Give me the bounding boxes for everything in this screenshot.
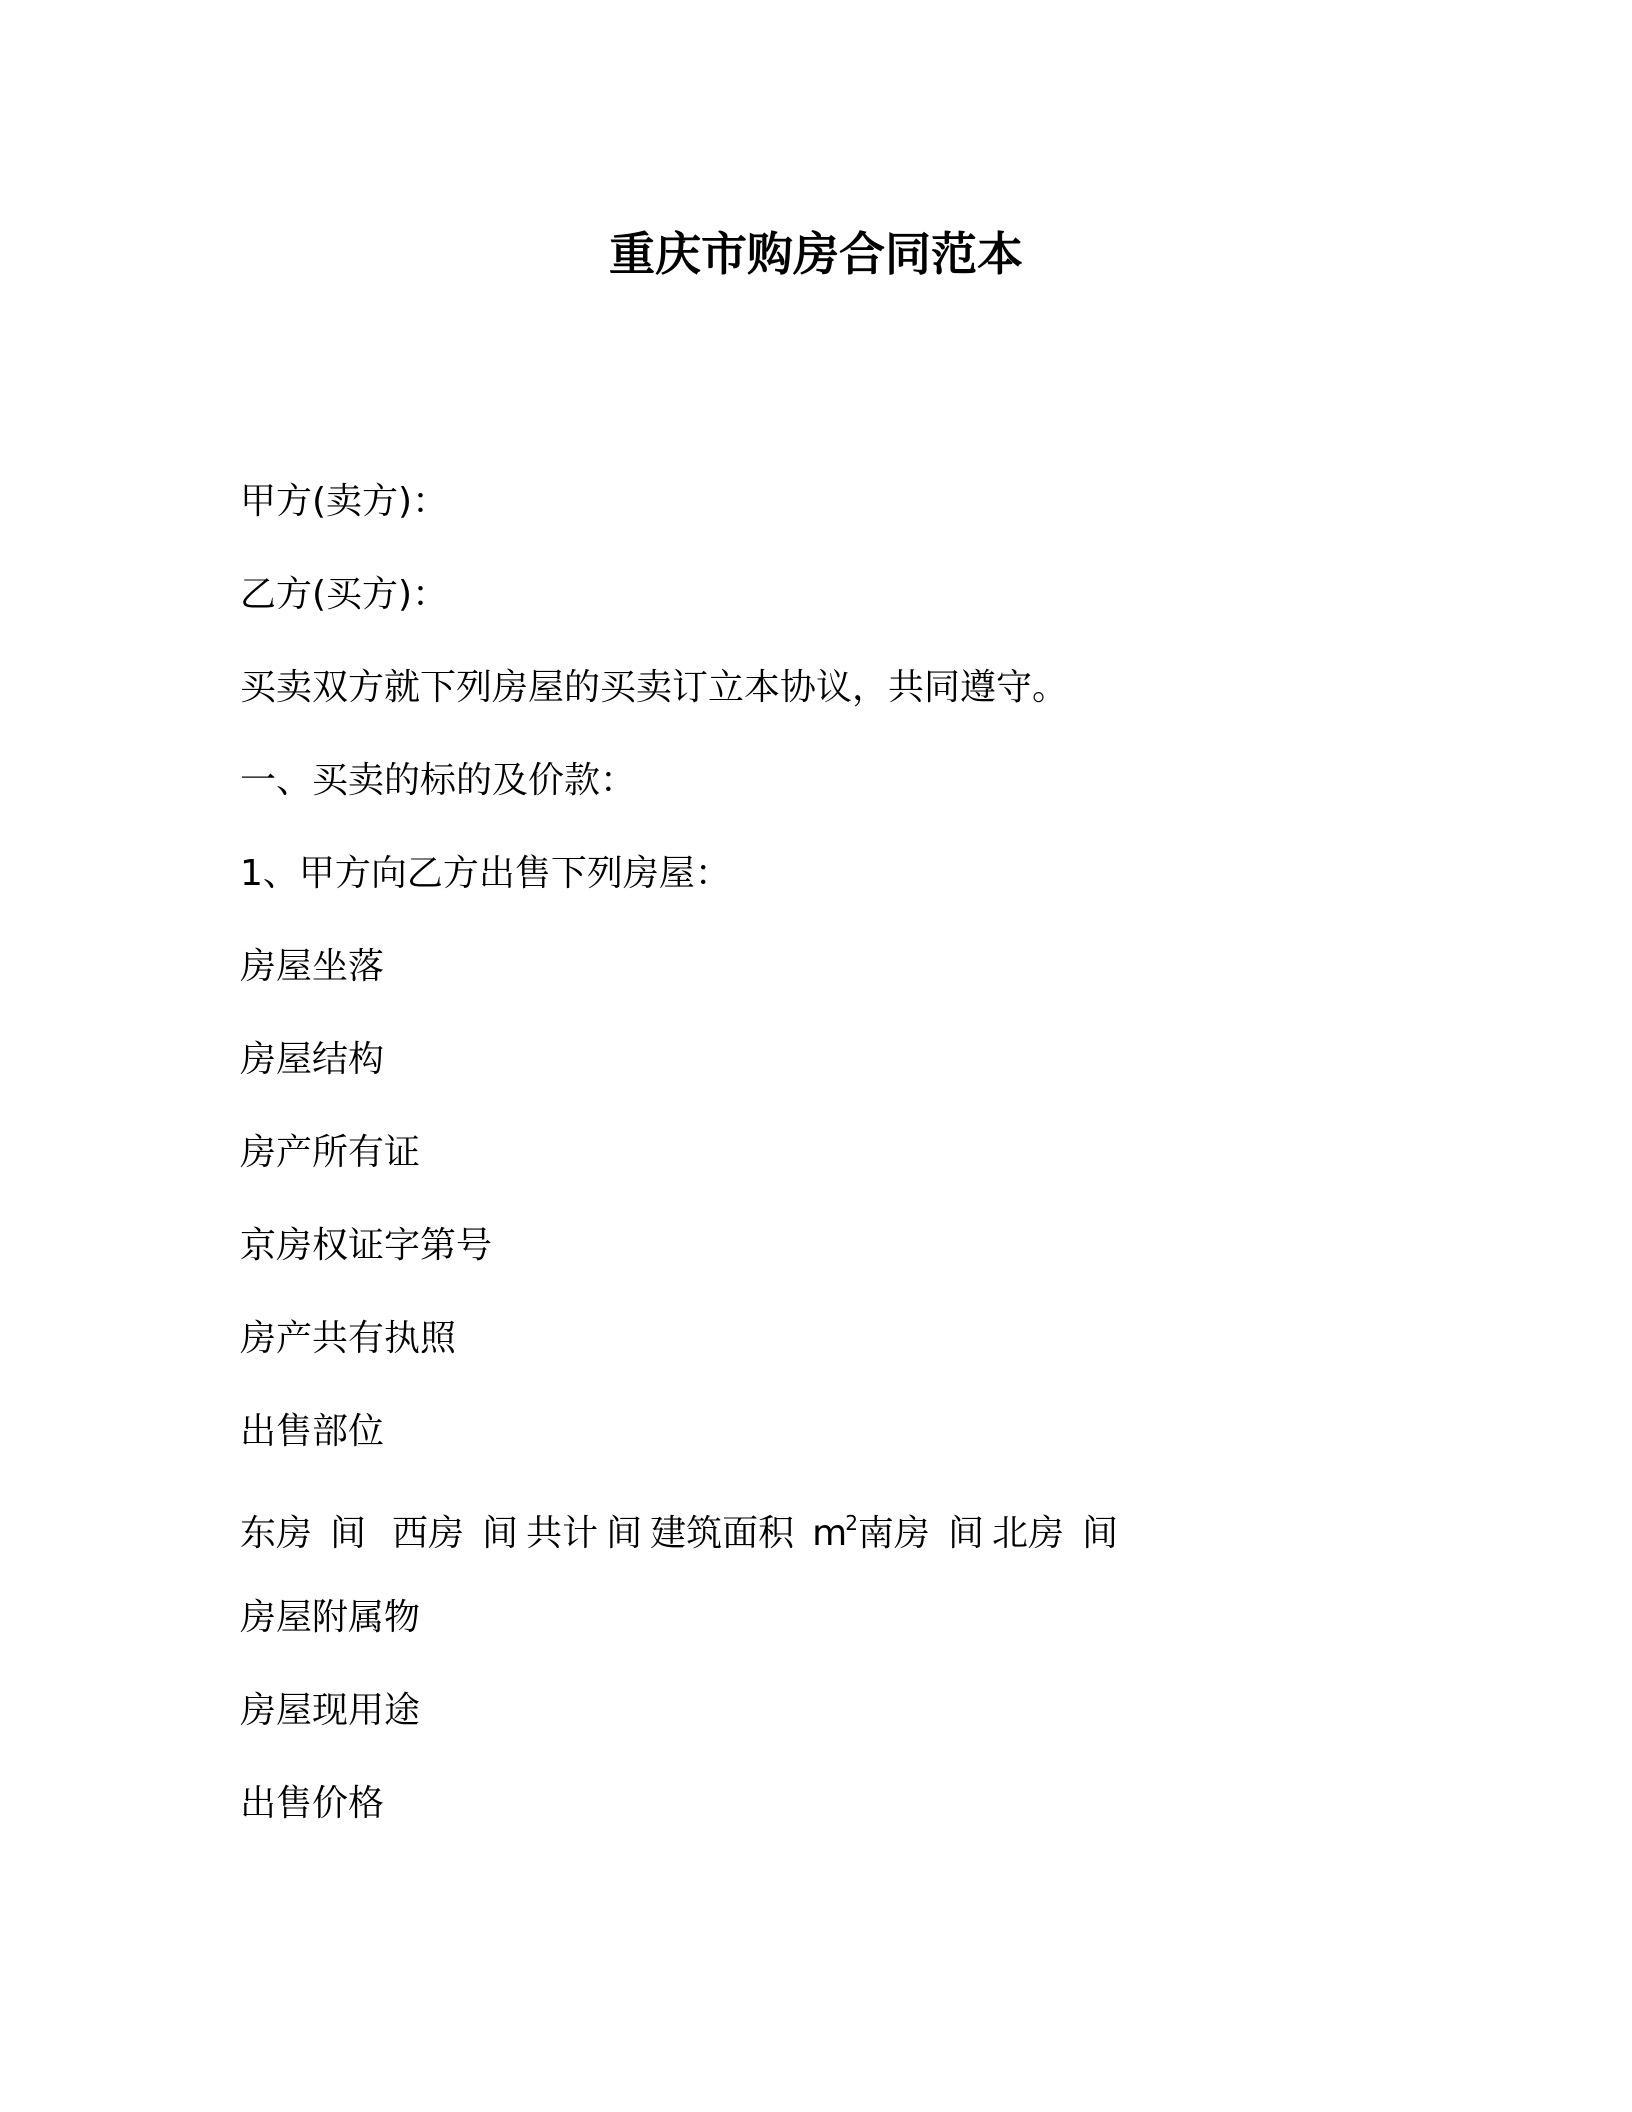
rooms-line bbox=[240, 1495, 1440, 1588]
east-room-unit: 间 bbox=[330, 1513, 367, 1554]
appurtenances-line: 房屋附属物 bbox=[240, 1597, 421, 1638]
ownership-cert-line: 房产所有证 bbox=[240, 1132, 421, 1173]
area-label: 建筑面积 bbox=[650, 1513, 795, 1554]
sale-part-line: 出售部位 bbox=[240, 1411, 385, 1452]
sale-price-line: 出售价格 bbox=[240, 1783, 385, 1824]
area-unit-superscript: 2 bbox=[845, 1511, 858, 1535]
south-room-unit: 间 bbox=[947, 1513, 984, 1554]
co-ownership-line: 房产共有执照 bbox=[240, 1318, 457, 1359]
party-a-line: 甲方(卖方)： bbox=[240, 481, 449, 522]
structure-line: 房屋结构 bbox=[240, 1039, 385, 1080]
west-room-label: 西房 bbox=[392, 1513, 465, 1554]
location-line: 房屋坐落 bbox=[240, 946, 385, 987]
cert-number-line: 京房权证字第号 bbox=[240, 1225, 493, 1266]
section-1-heading: 一、买卖的标的及价款： bbox=[240, 760, 637, 801]
area-unit-base: m bbox=[812, 1513, 848, 1554]
document-body bbox=[240, 472, 1440, 1867]
north-room-label: 北房 bbox=[991, 1513, 1064, 1554]
preamble-line: 买卖双方就下列房屋的买卖订立本协议，共同遵守。 bbox=[240, 667, 1069, 708]
item-1-line: 1、甲方向乙方出售下列房屋： bbox=[240, 853, 731, 894]
current-use-line: 房屋现用途 bbox=[240, 1690, 421, 1731]
total-unit: 间 bbox=[606, 1513, 643, 1554]
east-room-label: 东房 bbox=[240, 1513, 313, 1554]
document-title: 重庆市购房合同范本 bbox=[609, 227, 1023, 281]
north-room-unit: 间 bbox=[1081, 1513, 1118, 1554]
area-unit bbox=[812, 1495, 858, 1564]
total-label: 共计 bbox=[526, 1513, 599, 1554]
south-room-label: 南房 bbox=[857, 1513, 930, 1554]
west-room-unit: 间 bbox=[482, 1513, 519, 1554]
party-b-line: 乙方(买方)： bbox=[240, 574, 449, 615]
